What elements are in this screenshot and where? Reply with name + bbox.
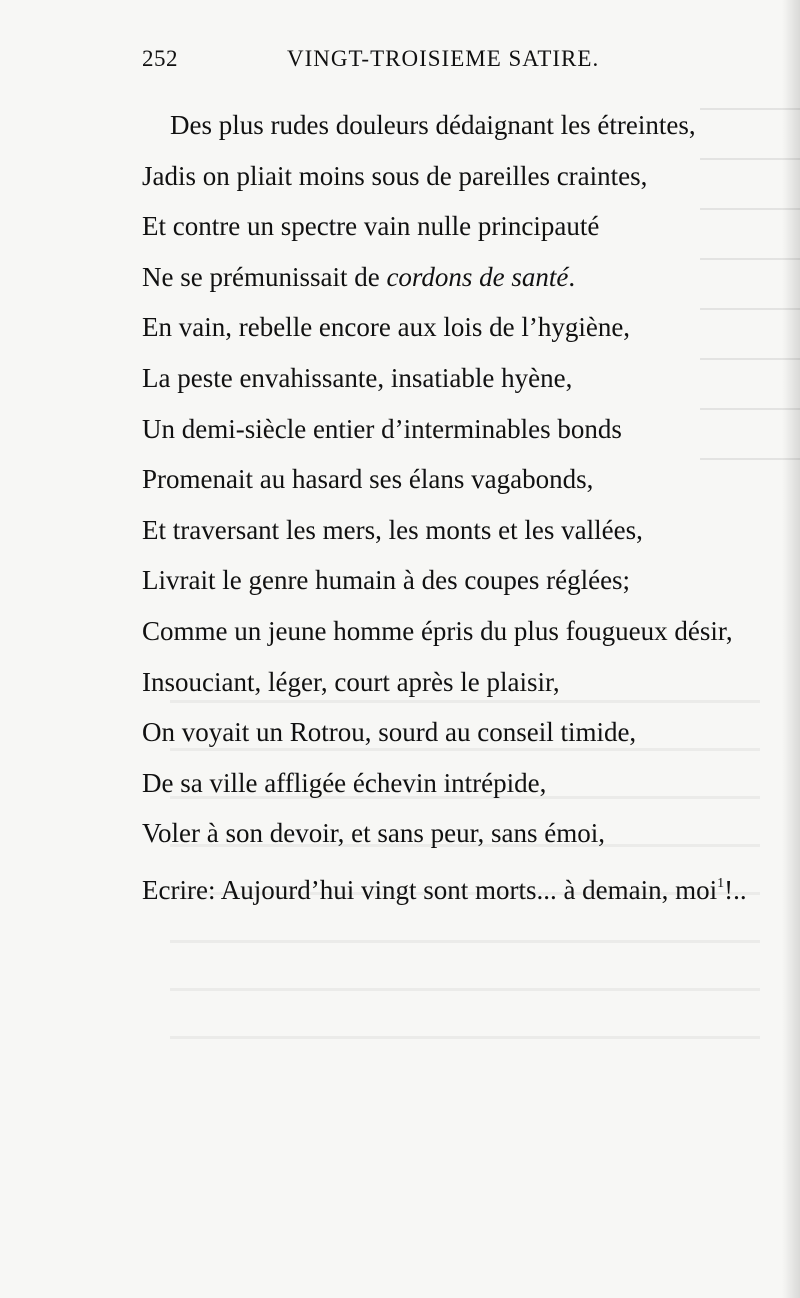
poem-line-text: Ne se prémunissait de	[142, 261, 387, 292]
poem-line	[142, 859, 772, 910]
poem-line-text: Ecrire: Aujourd’hui vingt sont morts... à demain, moi	[142, 874, 718, 905]
poem-line	[142, 657, 772, 708]
poem-line-text: Comme un jeune homme épris du plus fougueux désir,	[142, 615, 733, 646]
poem-line-text: En vain, rebelle encore aux lois de l’hygiène,	[142, 312, 631, 343]
poem-line-text: La peste envahissante, insatiable hyène,	[142, 362, 573, 393]
poem-body	[142, 100, 772, 910]
poem-line	[142, 404, 772, 455]
poem-line-text: Promenait au hasard ses élans vagabonds,	[142, 464, 594, 495]
poem-line	[142, 555, 772, 606]
poem-line	[142, 808, 772, 859]
poem-line	[142, 505, 772, 556]
poem-line	[142, 151, 772, 202]
poem-line-text: Des plus rudes douleurs dédaignant les étreintes,	[170, 110, 696, 140]
spine-shadow	[782, 0, 800, 1298]
poem-line	[142, 606, 772, 657]
poem-line-text: De sa ville affligée échevin intrépide,	[142, 767, 547, 798]
poem-line-text: Insouciant, léger, court après le plaisir,	[142, 666, 560, 697]
poem-line	[142, 707, 772, 758]
poem-line	[142, 454, 772, 505]
poem-line	[142, 100, 772, 151]
poem-line-text: Livrait le genre humain à des coupes réglées;	[142, 565, 631, 596]
poem-line-text: Jadis on pliait moins sous de pareilles craintes,	[142, 160, 648, 191]
poem-line-text: !..	[724, 874, 747, 905]
running-header	[142, 46, 742, 78]
poem-line	[142, 353, 772, 404]
poem-line-text: .	[568, 261, 576, 292]
poem-line	[142, 758, 772, 809]
poem-line	[142, 201, 772, 252]
poem-line-text: On voyait un Rotrou, sourd au conseil timide,	[142, 717, 637, 748]
poem-line	[142, 302, 772, 353]
poem-line-text: Un demi-siècle entier d’interminables bonds	[142, 413, 622, 444]
footnote-marker: 1	[717, 875, 725, 891]
poem-line	[142, 252, 772, 303]
running-title: VINGT-TROISIEME SATIRE.	[287, 46, 600, 71]
poem-line-text: Et traversant les mers, les monts et les vallées,	[142, 514, 643, 545]
poem-line-text: Voler à son devoir, et sans peur, sans émoi,	[142, 818, 605, 849]
page-number: 252	[142, 46, 178, 71]
poem-line-text: Et contre un spectre vain nulle principauté	[142, 211, 600, 242]
poem-line-italic: cordons de santé	[386, 261, 569, 292]
